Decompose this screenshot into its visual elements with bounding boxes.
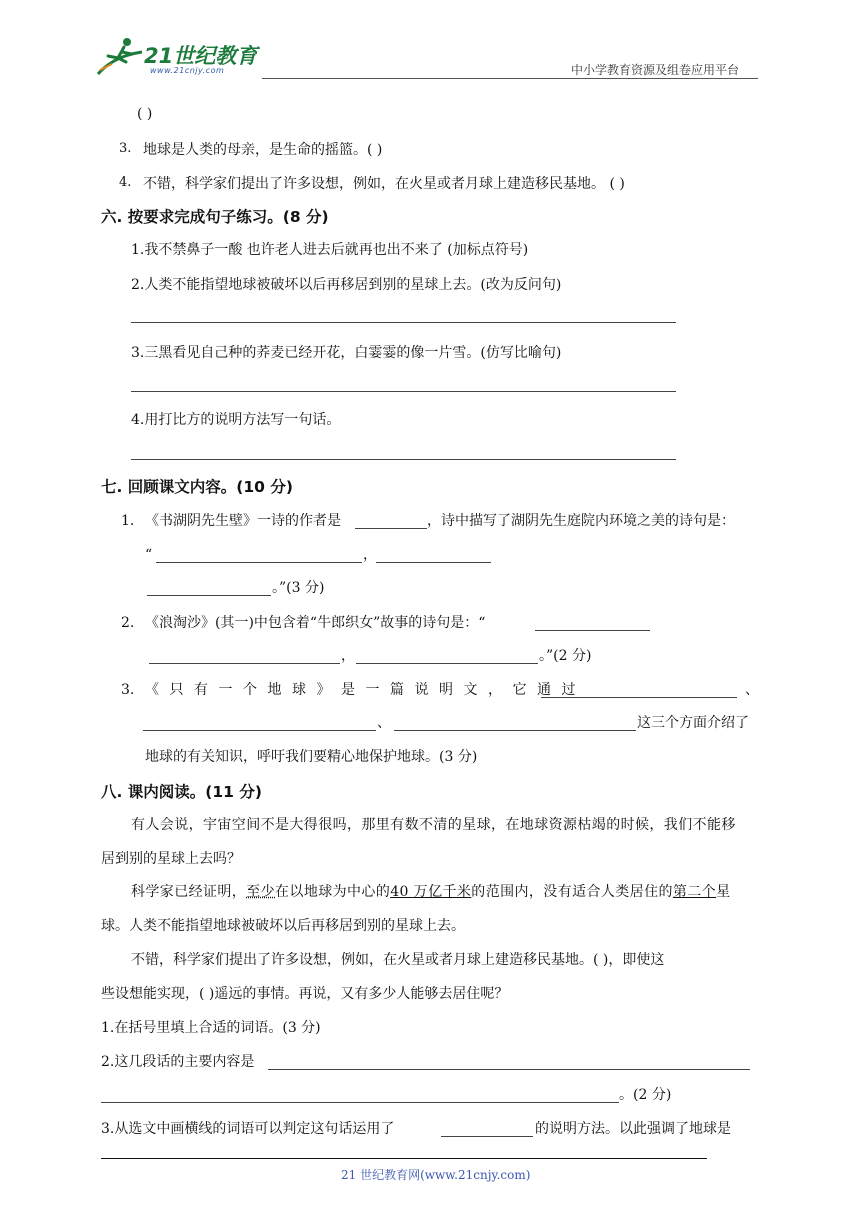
section7-q1-poem-blank3[interactable] — [147, 595, 271, 596]
reading-p2-seg-dierge: 第二个 — [672, 884, 717, 900]
top-item4: 不错，科学家们提出了许多设想，例如，在火星或者月球上建造移民基地。 ( ) — [143, 176, 625, 192]
section7-q3-text-a: 《只有一个地球》是一篇说明文，它通过 — [145, 682, 586, 698]
section6-q4-answer-line[interactable] — [131, 459, 676, 460]
reading-p2-seg-e: 的范围内，没有适合人类居住的 — [471, 884, 673, 900]
runner-logo-icon — [94, 34, 146, 78]
reading-p2-line2: 球。人类不能指望地球被破坏以后再移居到别的星球上去。 — [101, 918, 465, 934]
section8-q2-blank2[interactable] — [101, 1102, 619, 1103]
section7-q2-poem-blank2[interactable] — [149, 663, 340, 664]
section8-title: 八. 课内阅读。(11 分) — [101, 783, 262, 801]
reading-p2-seg-c: 在以地球为中心的 — [275, 884, 391, 900]
section7-q2-comma: ， — [341, 648, 355, 664]
section7-q1-text-a: 《书湖阴先生壁》一诗的作者是 — [145, 513, 341, 529]
section8-q2-end: 。(2 分) — [619, 1087, 672, 1103]
top-paren-line: ( ) — [137, 106, 153, 122]
section6-title: 六. 按要求完成句子练习。(8 分) — [101, 208, 329, 226]
top-item4-num: 4. — [119, 175, 132, 190]
section7-q3-sep2: 、 — [377, 715, 391, 731]
section6-q3: 3.三黑看见自己种的荞麦已经开花，白霎霎的像一片雪。(仿写比喻句) — [131, 345, 562, 361]
section7-q1-text-b: ，诗中描写了湖阴先生庭院内环境之美的诗句是： — [427, 513, 735, 529]
section7-q3-text-c: 地球的有关知识，呼吁我们要精心地保护地球。(3 分) — [145, 749, 478, 765]
section8-q2-blank1[interactable] — [268, 1069, 750, 1070]
logo — [94, 34, 264, 78]
section7-q1-poem-blank2[interactable] — [376, 562, 491, 563]
section7-title: 七. 回顾课文内容。(10 分) — [101, 478, 293, 496]
section7-q2-text-a: 《浪淘沙》(其一)中包含着“牛郎织女”故事的诗句是：“ — [145, 615, 486, 631]
reading-p2-seg-a: 科学家已经证明， — [131, 884, 247, 900]
section7-q1-open-quote: “ — [145, 547, 153, 563]
section8-q2: 2.这几段话的主要内容是 — [101, 1054, 255, 1070]
section7-q3-blank1[interactable] — [541, 697, 737, 698]
section6-q3-answer-line[interactable] — [131, 391, 676, 392]
reading-p3-line1: 不错，科学家们提出了许多设想，例如，在火星或者月球上建造移民基地。( )，即使这 — [131, 952, 665, 968]
reading-p1-line1: 有人会说，宇宙空间不是大得很吗，那里有数不清的星球，在地球资源枯竭的时候，我们不能移 — [131, 817, 736, 833]
logo-url: www.21cnjy.com — [150, 66, 225, 75]
section6-q1: 1.我不禁鼻子一酸 也许老人进去后就再也出不来了 (加标点符号) — [131, 242, 529, 258]
reading-p2-seg-zhishao: 至少 — [246, 884, 276, 900]
section7-q2-poem-blank1[interactable] — [535, 630, 650, 631]
section7-q1-comma: ， — [363, 547, 377, 563]
section7-q3-text-b: 这三个方面介绍了 — [637, 715, 749, 731]
section6-q2: 2.人类不能指望地球被破坏以后再移居到别的星球上去。(改为反问句) — [131, 277, 562, 293]
section7-q3-sep1: 、 — [745, 682, 759, 698]
logo-text: 21世纪教育 — [144, 44, 258, 68]
reading-p2-seg-distance: 40 万亿千米 — [390, 884, 472, 900]
reading-p3-line2: 些设想能实现，( )遥远的事情。再说，又有多少人能够去居住呢？ — [101, 986, 509, 1002]
section6-q2-answer-line[interactable] — [131, 322, 676, 323]
top-item3-num: 3. — [119, 141, 132, 156]
section7-q3-num: 3. — [121, 682, 135, 698]
top-item3: 地球是人类的母亲，是生命的摇篮。( ) — [143, 142, 383, 158]
section7-q1-num: 1. — [121, 513, 135, 529]
reading-p1-line2: 居到别的星球上去吗？ — [101, 851, 241, 867]
section7-q3-blank3[interactable] — [394, 730, 636, 731]
reading-p2-line1 — [131, 882, 731, 902]
reading-p2-seg-g: 星 — [716, 884, 731, 900]
section8-q1: 1.在括号里填上合适的词语。(3 分) — [101, 1020, 321, 1036]
footer-divider — [101, 1158, 707, 1159]
section7-q2-poem-blank3[interactable] — [356, 663, 538, 664]
section7-q2-num: 2. — [121, 615, 135, 631]
footer-text[interactable]: 21 世纪教育网(www.21cnjy.com) — [341, 1168, 531, 1182]
section7-q1-poem-blank1[interactable] — [156, 562, 362, 563]
section7-q1-author-blank[interactable] — [355, 528, 427, 529]
section8-q3-blank[interactable] — [441, 1136, 533, 1137]
section7-q1-end: 。”(3 分) — [272, 580, 325, 596]
section8-q3-text-b: 的说明方法。以此强调了地球是 — [535, 1121, 731, 1137]
section7-q2-end: 。”(2 分) — [539, 648, 592, 664]
header-platform-text: 中小学教育资源及组卷应用平台 — [571, 63, 740, 77]
header-divider — [262, 78, 758, 79]
section7-q3-blank2[interactable] — [143, 730, 376, 731]
section6-q4: 4.用打比方的说明方法写一句话。 — [131, 412, 341, 428]
section8-q3-text-a: 3.从选文中画横线的词语可以判定这句话运用了 — [101, 1121, 395, 1137]
